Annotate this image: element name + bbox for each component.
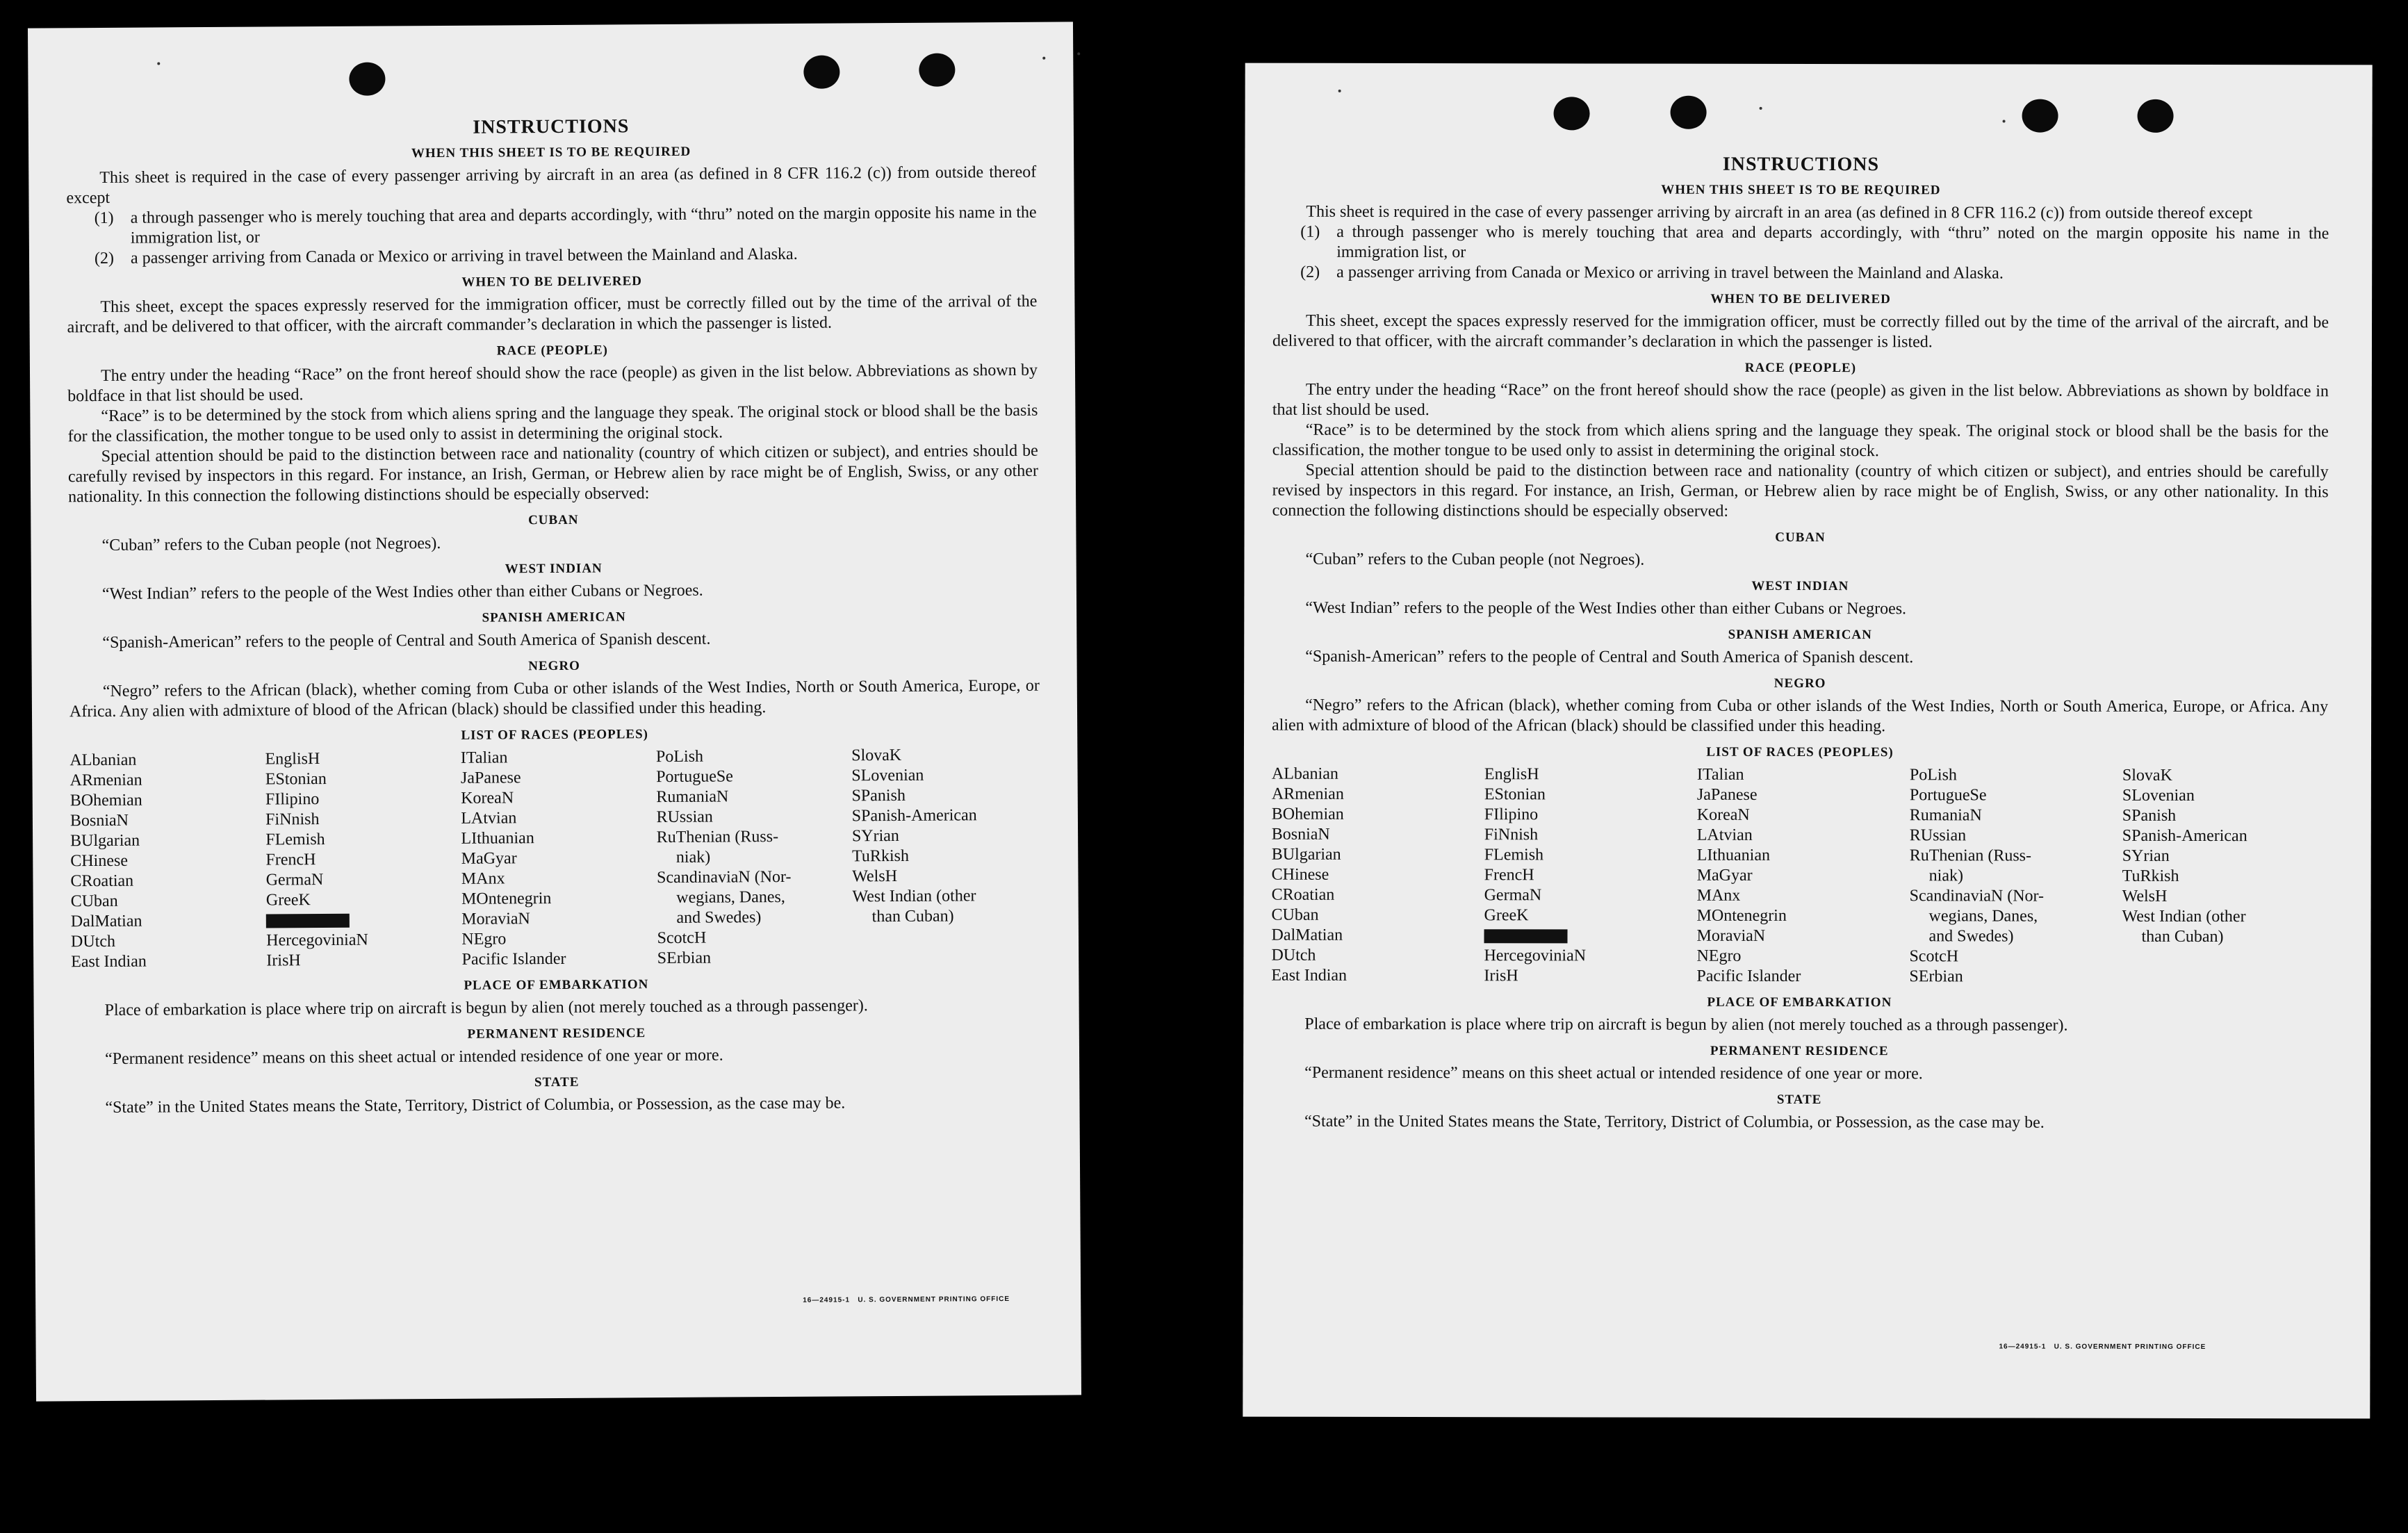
intro-paragraph: This sheet is required in the case of every passenger arriving by aircraft in an area (as defined in 8 CFR 116.2 (c)) from outside thereof except — [66, 163, 1037, 208]
race-item: WelsH — [852, 867, 898, 886]
document-page-right — [1243, 63, 2372, 1419]
paragraph: “Permanent residence” means on this sheet actual or intended residence of one year or more. — [1304, 1063, 1923, 1083]
race-item: RumaniaN — [656, 787, 729, 807]
section-heading: STATE — [534, 1074, 580, 1090]
race-item: ScotcH — [657, 928, 707, 948]
race-item: SLovenian — [2122, 786, 2195, 805]
race-item: KoreaN — [1696, 805, 1750, 824]
race-item: DUtch — [70, 932, 116, 951]
race-item: East Indian — [71, 952, 147, 972]
race-item: ScandinaviaN (Nor- — [1909, 887, 2045, 905]
race-item: PoLish — [1909, 766, 1957, 785]
race-item: MoraviaN — [461, 910, 530, 928]
section-heading: PERMANENT RESIDENCE — [467, 1026, 646, 1042]
race-item: SErbian — [1909, 967, 1963, 986]
paragraph: Place of embarkation is place where trip on aircraft is begun by alien (not merely touched as a through passenger). — [1304, 1015, 2068, 1035]
race-item: ALbanian — [69, 751, 137, 770]
race-item: FrencH — [1484, 866, 1534, 885]
race-item: LIthuanian — [461, 829, 534, 848]
list-item: (1) a through passenger who is merely touching that area and departs accordingly, with “thru” noted on the margin opposite his name in the immigration list, or — [94, 203, 1037, 247]
race-item: CHinese — [1271, 865, 1329, 884]
race-item: CRoatian — [1271, 885, 1335, 904]
races-column — [461, 747, 650, 970]
race-item: PortugueSe — [1909, 786, 1987, 805]
exception-list — [1300, 222, 2329, 285]
punch-hole — [349, 62, 385, 95]
paragraph: Place of embarkation is place where trip on aircraft is begun by alien (not merely touched as a through passenger). — [104, 997, 868, 1019]
paragraph: “West Indian” refers to the people of the West Indies other than either Cubans or Negroes. — [1305, 598, 1907, 618]
race-item: GreeK — [265, 891, 311, 910]
section-heading: PLACE OF EMBARKATION — [1707, 994, 1892, 1010]
races-column — [1909, 765, 2115, 987]
section-heading: STATE — [1776, 1092, 1822, 1108]
race-item: PoLish — [655, 747, 704, 766]
race-item: Pacific Islander — [461, 949, 566, 969]
section-heading: WHEN TO BE DELIVERED — [461, 274, 643, 290]
punch-hole — [2138, 99, 2174, 133]
race-item: ITalian — [460, 748, 508, 767]
races-column — [69, 750, 259, 973]
race-item: JaPanese — [460, 769, 521, 787]
race-item: MOntenegrin — [461, 890, 552, 908]
race-item: TuRkish — [851, 846, 909, 866]
race-item: LIthuanian — [1696, 846, 1771, 864]
race-item: than Cuban) — [871, 907, 954, 926]
race-item: BUlgarian — [1271, 845, 1341, 864]
section-heading: PERMANENT RESIDENCE — [1710, 1043, 1889, 1059]
race-item: NEgro — [461, 930, 507, 949]
race-item: ScandinaviaN (Nor- — [656, 867, 792, 887]
section-heading: RACE (PEOPLE) — [1744, 360, 1857, 376]
race-item: ScotcH — [1909, 947, 1959, 966]
race-item: RuThenian (Russ- — [656, 828, 779, 847]
race-item: FiNnish — [1484, 826, 1539, 844]
race-item: DalMatian — [1271, 926, 1343, 944]
paragraph: The entry under the heading “Race” on the front hereof should show the race (people) as given in the list below. Abbreviations as shown by boldface in that list should be used. — [1272, 380, 2329, 420]
paragraph: “Spanish-American” refers to the people of Central and South America of Spanish descent. — [102, 630, 711, 652]
race-item: SYrian — [2122, 846, 2170, 865]
race-item: JaPanese — [1696, 785, 1758, 804]
paragraph: The entry under the heading “Race” on the front hereof should show the race (people) as given in the list below. Abbreviations as shown by boldface in that list should be used. — [67, 361, 1038, 406]
race-item: BosniaN — [1271, 825, 1330, 844]
section-heading: WHEN THIS SHEET IS TO BE REQUIRED — [411, 144, 691, 161]
list-item: (2) a passenger arriving from Canada or Mexico or arriving in travel between the Mainland and Alaska. — [1300, 263, 2004, 283]
race-item: Pacific Islander — [1696, 967, 1801, 985]
race-item: HercegoviniaN — [1484, 946, 1587, 965]
section-heading: LIST OF RACES (PEOPLES) — [1706, 744, 1894, 760]
section-heading: SPANISH AMERICAN — [482, 609, 626, 625]
race-item: SLovenian — [851, 766, 924, 785]
race-item: SPanish-American — [2122, 826, 2247, 846]
race-item: wegians, Danes, — [676, 887, 785, 907]
form-number: 16—24915-1 U. S. GOVERNMENT PRINTING OFFICE — [803, 1295, 1010, 1304]
race-item: LAtvian — [1696, 826, 1753, 844]
race-item: GermaN — [265, 871, 324, 890]
section-heading: LIST OF RACES (PEOPLES) — [461, 727, 649, 743]
punch-hole — [1554, 97, 1590, 130]
race-item: NEgro — [1696, 946, 1742, 965]
race-item: RumaniaN — [1909, 806, 1982, 825]
race-item: ALbanian — [1271, 764, 1338, 783]
section-heading: PLACE OF EMBARKATION — [464, 977, 649, 993]
race-item: DalMatian — [70, 912, 142, 931]
race-item: LAtvian — [461, 809, 517, 828]
race-item: RUssian — [1909, 826, 1967, 845]
race-item: IrisH — [266, 951, 301, 970]
page-title: INSTRUCTIONS — [473, 115, 630, 138]
redacted-entry — [1484, 926, 1689, 946]
races-list — [69, 745, 1041, 973]
race-item: GreeK — [1484, 906, 1529, 925]
race-item: RUssian — [656, 808, 713, 827]
section-heading: SPANISH AMERICAN — [1728, 627, 1872, 643]
section-heading: WHEN THIS SHEET IS TO BE REQUIRED — [1661, 182, 1941, 198]
race-item: than Cuban) — [2141, 927, 2224, 946]
section-heading: CUBAN — [1775, 530, 1826, 546]
race-item: ITalian — [1696, 765, 1744, 784]
paragraph: “State” in the United States means the State, Territory, District of Columbia, or Possession, as the case may be. — [105, 1094, 846, 1117]
race-item: wegians, Danes, — [1928, 907, 2038, 926]
race-item: EnglisH — [265, 750, 320, 769]
race-item: BOhemian — [69, 791, 142, 810]
paragraph: This sheet, except the spaces expressly reserved for the immigration officer, must be correctly filled out by the time of the arrival of the aircraft, and be delivered to that officer, with the aircraft commander’s declaration in which the passenger is listed. — [1272, 311, 2329, 352]
race-item: BOhemian — [1271, 805, 1344, 823]
races-column — [1271, 764, 1477, 987]
races-list — [1271, 764, 2328, 988]
paragraph: “Race” is to be determined by the stock from which aliens spring and the language they speak. The original stock or blood shall be the basis for the classification, the mother tongue to be used only to assist in determining the original stock. — [1272, 420, 2329, 461]
races-column — [2122, 766, 2328, 988]
form-number: 16—24915-1 U. S. GOVERNMENT PRINTING OFFICE — [1999, 1343, 2206, 1352]
paragraph: Special attention should be paid to the distinction between race and nationality (country of which citizen or subject), and entries should be carefully revised by inspectors in this regard. For instance, an Irish, German, or Hebrew alien by race might be of English, Swiss, or any other nationality. In this connection the following distinctions should be especially observed: — [67, 441, 1038, 507]
punch-hole — [2022, 99, 2058, 133]
punch-hole — [803, 55, 839, 88]
paragraph: “Cuban” refers to the Cuban people (not Negroes). — [1305, 550, 1645, 569]
intro-paragraph: This sheet is required in the case of every passenger arriving by aircraft in an area (as defined in 8 CFR 116.2 (c)) from outside thereof except — [1306, 202, 2253, 223]
list-item: (2) a passenger arriving from Canada or Mexico or arriving in travel between the Mainland and Alaska. — [94, 245, 798, 268]
races-column — [1696, 765, 1903, 987]
paragraph: “Cuban” refers to the Cuban people (not Negroes). — [101, 534, 441, 555]
race-item: FrencH — [265, 851, 316, 869]
race-item: MOntenegrin — [1696, 906, 1787, 925]
section-heading: NEGRO — [528, 658, 581, 674]
race-item: WelsH — [2122, 887, 2168, 905]
race-item: SlovaK — [851, 746, 902, 765]
race-item: niak) — [1928, 867, 1963, 885]
paragraph: “Negro” refers to the African (black), whether coming from Cuba or other islands of the West Indies, North or South America, Europe, or Africa. Any alien with admixture of blood of the African (black) should be classified under this heading. — [69, 676, 1040, 721]
instructions-text — [28, 113, 1080, 1118]
race-item: EStonian — [1484, 785, 1546, 804]
paragraph: “Negro” refers to the African (black), whether coming from Cuba or other islands of the West Indies, North or South America, Europe, or Africa. Any alien with admixture of blood of the African (black) should be classified under this heading. — [1272, 696, 2329, 736]
punch-hole — [1671, 96, 1707, 129]
race-item: EnglisH — [1484, 765, 1539, 784]
race-item: SlovaK — [2122, 766, 2172, 785]
race-item: SErbian — [657, 949, 712, 968]
exception-list — [95, 203, 1038, 269]
paragraph: “Spanish-American” refers to the people of Central and South America of Spanish descent. — [1305, 647, 1914, 667]
race-item: niak) — [675, 848, 711, 867]
race-item: FIlipino — [1484, 805, 1539, 824]
race-item: BosniaN — [69, 811, 129, 830]
race-item: MaGyar — [461, 849, 517, 868]
redacted-entry — [266, 910, 454, 931]
race-item: CUban — [1271, 905, 1319, 924]
race-item: SPanish-American — [851, 806, 977, 826]
race-item: FLemish — [265, 830, 325, 849]
section-heading: NEGRO — [1774, 675, 1826, 691]
paragraph: “Race” is to be determined by the stock from which aliens spring and the language they speak. The original stock or blood shall be the basis for the classification, the mother tongue to be used only to assist in determining the original stock. — [67, 401, 1038, 446]
paragraph: “West Indian” refers to the people of the West Indies other than either Cubans or Negroes. — [101, 581, 703, 603]
races-column — [656, 746, 846, 969]
race-item: RuThenian (Russ- — [1909, 846, 2032, 865]
punch-hole — [919, 53, 955, 86]
race-item: SPanish — [851, 786, 906, 805]
instructions-text — [1243, 154, 2372, 1134]
race-item: CHinese — [70, 851, 129, 871]
race-item: GermaN — [1484, 886, 1542, 905]
paragraph: “State” in the United States means the State, Territory, District of Columbia, or Possession, as the case may be. — [1304, 1112, 2045, 1132]
paragraph: “Permanent residence” means on this sheet actual or intended residence of one year or more. — [104, 1046, 723, 1068]
race-item: and Swedes) — [676, 908, 762, 927]
race-item: MAnx — [1696, 886, 1741, 905]
section-heading: WEST INDIAN — [1751, 578, 1849, 594]
race-item: CRoatian — [70, 871, 134, 891]
section-heading: CUBAN — [527, 512, 579, 528]
list-item: (1) a through passenger who is merely touching that area and departs accordingly, with “thru” noted on the margin opposite his name in the immigration list, or — [1300, 222, 2329, 262]
race-item: EStonian — [265, 770, 327, 789]
race-item: West Indian (other — [852, 887, 976, 906]
race-item: MAnx — [461, 869, 505, 888]
race-item: IrisH — [1484, 967, 1518, 985]
section-heading: WHEN TO BE DELIVERED — [1710, 291, 1891, 307]
race-item: MaGyar — [1696, 866, 1753, 885]
document-page-left — [28, 22, 1081, 1401]
race-item: TuRkish — [2122, 867, 2179, 885]
race-item: ARmenian — [1271, 785, 1344, 803]
race-item: PortugueSe — [656, 767, 733, 787]
race-item: HercegoviniaN — [266, 931, 368, 950]
race-item: SYrian — [851, 826, 899, 846]
races-column — [1484, 764, 1690, 987]
race-item: MoraviaN — [1696, 926, 1766, 945]
paragraph: This sheet, except the spaces expressly reserved for the immigration officer, must be correctly filled out by the time of the arrival of the aircraft, and be delivered to that officer, with the aircraft commander’s declaration in which the passenger is listed. — [67, 292, 1038, 337]
race-item: KoreaN — [461, 789, 514, 808]
races-column — [851, 745, 1041, 968]
page-title: INSTRUCTIONS — [1722, 153, 1880, 176]
race-item: BUlgarian — [70, 831, 140, 851]
section-heading: WEST INDIAN — [505, 561, 603, 577]
race-item: DUtch — [1271, 946, 1316, 965]
race-item: ARmenian — [69, 771, 142, 790]
race-item: SPanish — [2122, 806, 2177, 825]
paragraph: Special attention should be paid to the distinction between race and nationality (country of which citizen or subject), and entries should be carefully revised by inspectors in this regard. For instance, an Irish, German, or Hebrew alien by race might be of English, Swiss, or any other nationality. In this connection the following distinctions should be especially observed: — [1272, 461, 2329, 520]
race-item: FiNnish — [265, 810, 320, 829]
race-item: East Indian — [1271, 966, 1348, 985]
races-column — [265, 748, 455, 972]
race-item: CUban — [70, 892, 118, 911]
race-item: West Indian (other — [2122, 907, 2246, 926]
race-item: FIlipino — [265, 790, 320, 809]
section-heading: RACE (PEOPLE) — [496, 343, 609, 359]
race-item: and Swedes) — [1928, 927, 2014, 946]
race-item: FLemish — [1484, 846, 1544, 864]
